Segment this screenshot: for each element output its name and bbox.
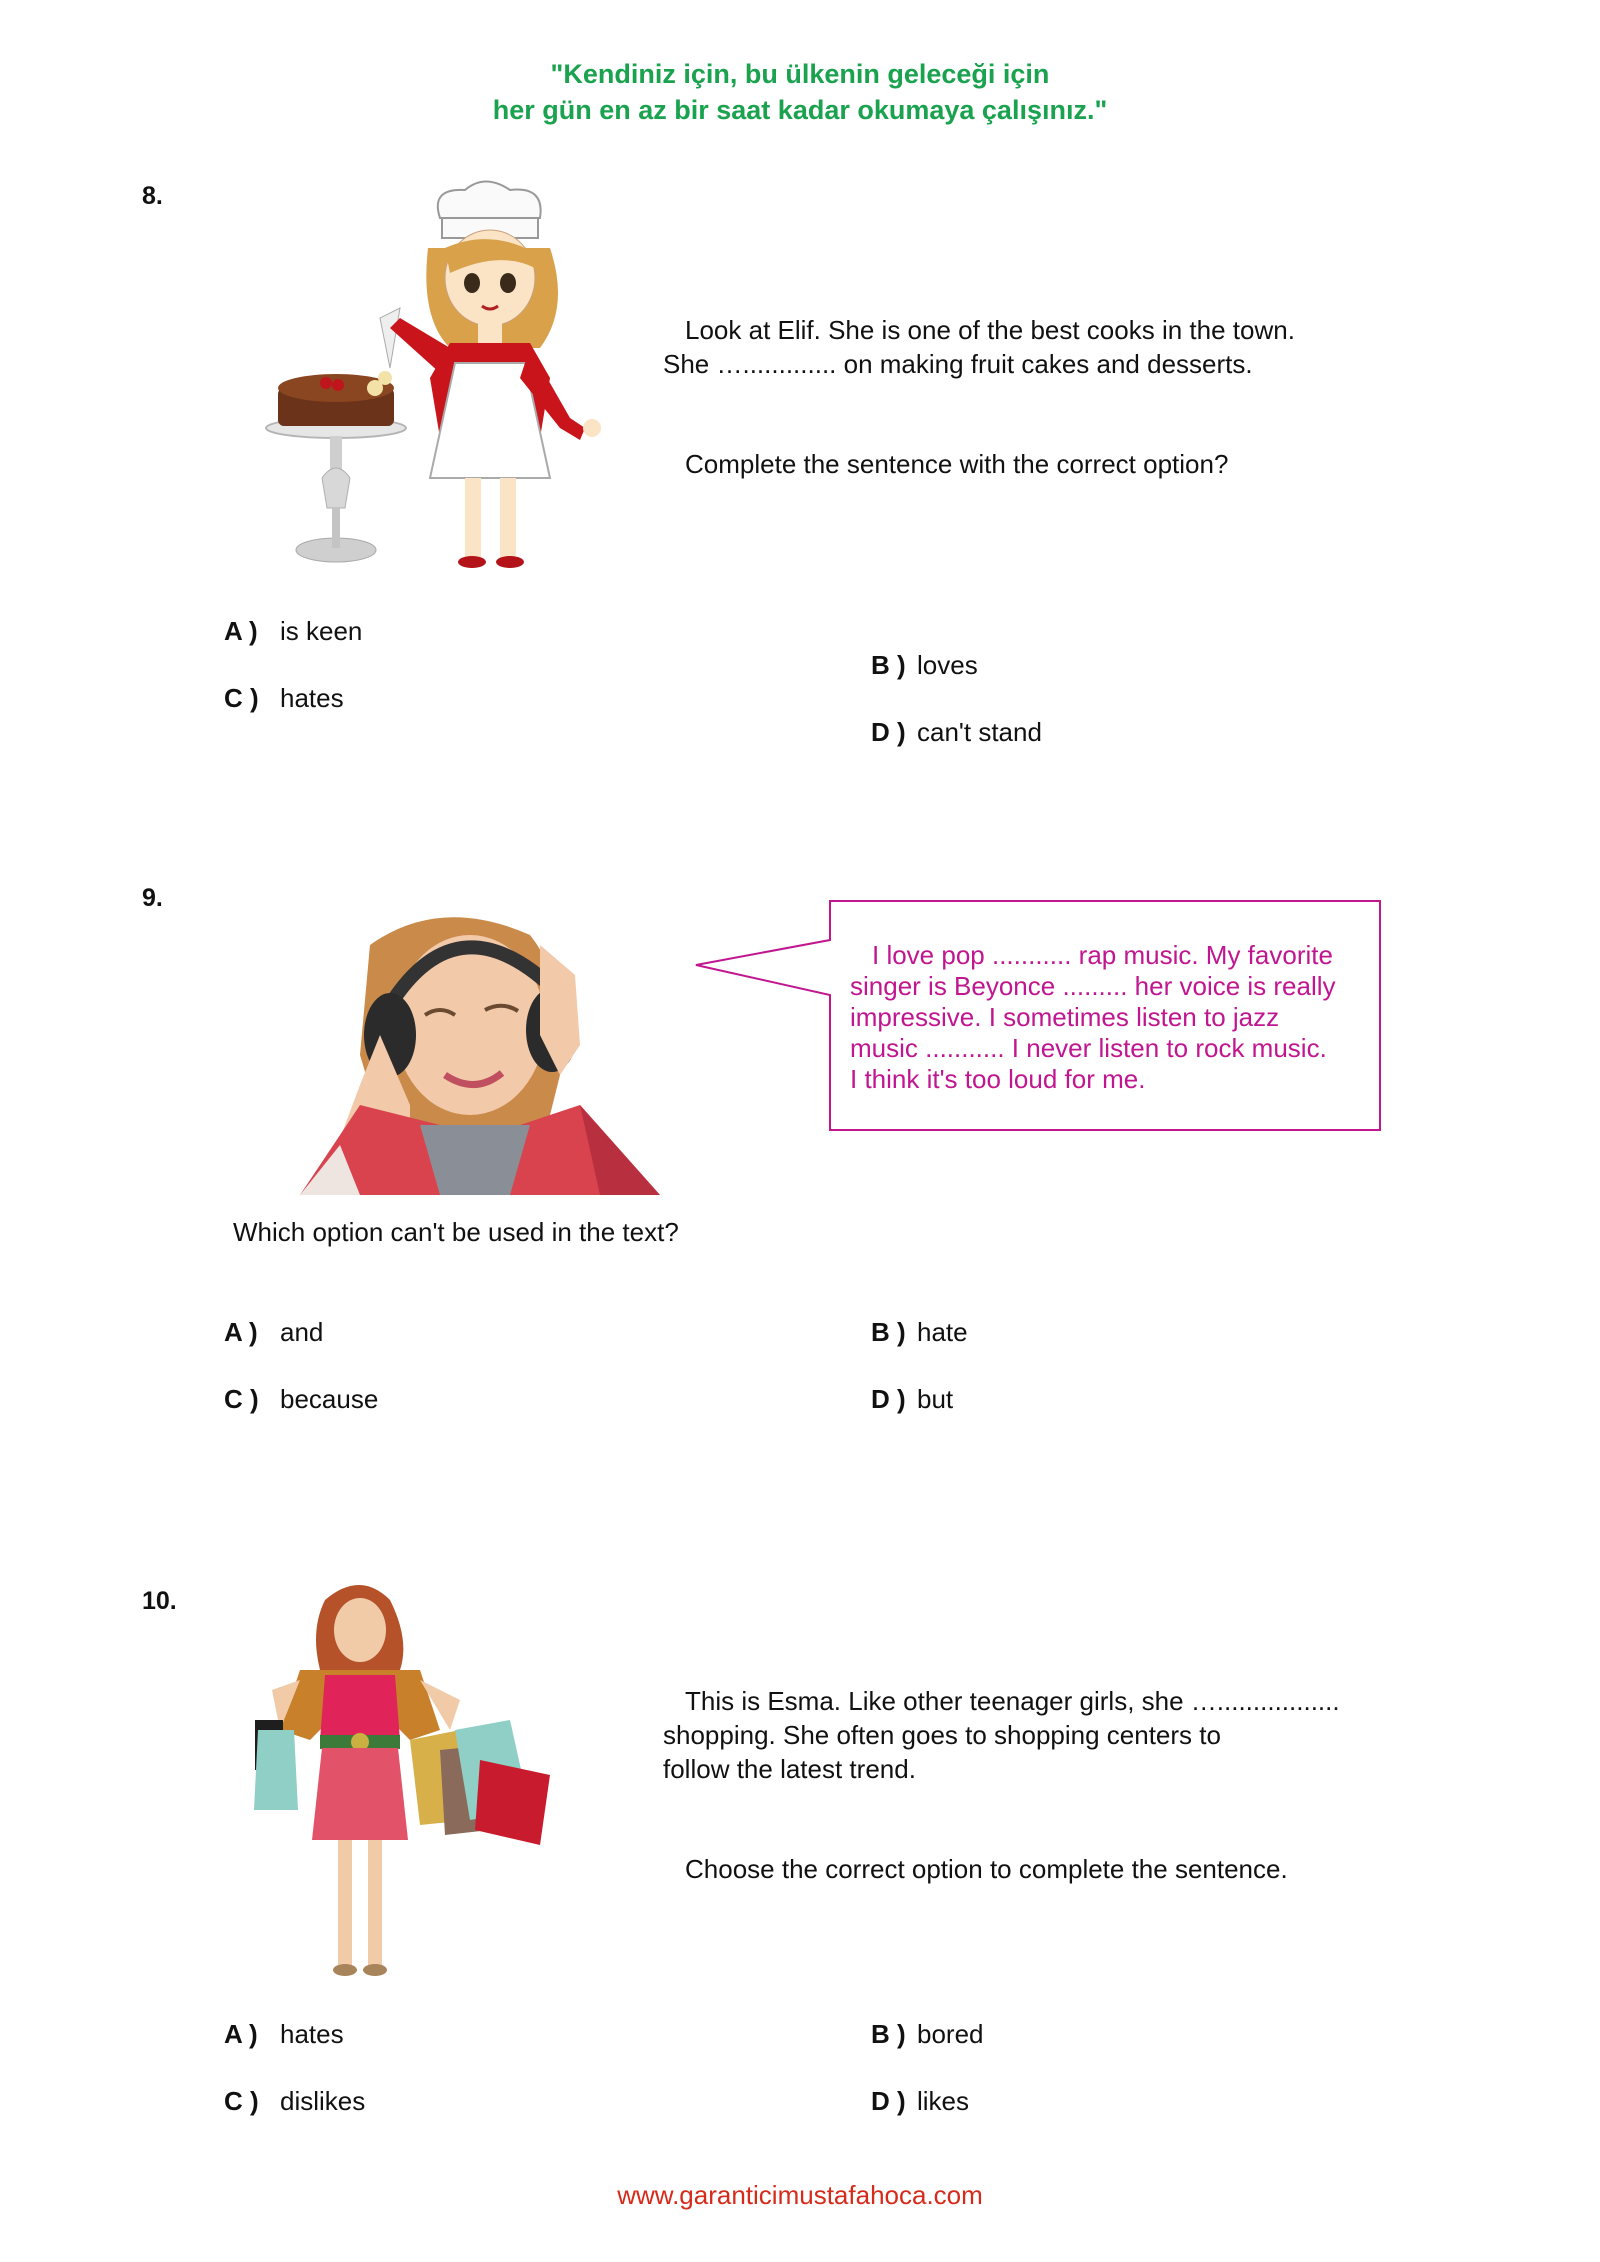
question-9-option-b[interactable] — [871, 1315, 968, 1349]
question-8-text — [663, 313, 1383, 381]
option-text: and — [280, 1317, 324, 1347]
bubble-line-2: singer is Beyonce ......... her voice is really — [850, 971, 1336, 1001]
question-10-prompt: Choose the correct option to complete the sentence. — [685, 1854, 1288, 1884]
option-text: loves — [917, 650, 978, 680]
question-9-option-c[interactable] — [224, 1382, 378, 1416]
question-9-prompt: Which option can't be used in the text? — [233, 1217, 679, 1247]
option-letter: D ) — [871, 2086, 906, 2116]
question-10-text — [663, 1684, 1383, 1786]
question-8-text-line-1: Look at Elif. She is one of the best cooks in the town. — [685, 315, 1295, 345]
question-8-prompt: Complete the sentence with the correct option? — [685, 449, 1229, 479]
option-letter: B ) — [871, 650, 906, 680]
question-10-option-c[interactable] — [224, 2084, 365, 2118]
option-letter: C ) — [224, 2086, 259, 2116]
header-line-2: her gün en az bir saat kadar okumaya çalışınız." — [492, 95, 1108, 125]
option-text: can't stand — [917, 717, 1042, 747]
option-letter: B ) — [871, 2019, 906, 2049]
option-text: bored — [917, 2019, 984, 2049]
shopping-girl-photo — [250, 1580, 580, 1990]
bubble-line-4: music ........... I never listen to rock music. — [850, 1033, 1327, 1063]
option-text: because — [280, 1384, 379, 1414]
bubble-line-3: impressive. I sometimes listen to jazz — [850, 1002, 1280, 1032]
option-text: but — [917, 1384, 954, 1414]
option-text: hates — [280, 2019, 344, 2049]
question-8-text-line-2: She …............. on making fruit cakes and desserts. — [663, 349, 1253, 379]
option-letter: A ) — [224, 1317, 258, 1347]
chef-girl-illustration — [250, 178, 650, 578]
option-text: dislikes — [280, 2086, 366, 2116]
question-8-option-c[interactable] — [224, 681, 344, 715]
question-10-option-a[interactable] — [224, 2017, 344, 2051]
option-text: hate — [917, 1317, 968, 1347]
question-8-option-b[interactable] — [871, 648, 978, 682]
question-8-option-a[interactable] — [224, 614, 362, 648]
question-9-option-a[interactable] — [224, 1315, 323, 1349]
option-text: is keen — [280, 616, 363, 646]
bubble-line-5: I think it's too loud for me. — [850, 1064, 1146, 1094]
option-letter: A ) — [224, 2019, 258, 2049]
option-letter: D ) — [871, 1384, 906, 1414]
bubble-line-1: I love pop ........... rap music. My favorite — [872, 940, 1333, 970]
speech-bubble-text — [850, 940, 1370, 1095]
option-letter: A ) — [224, 616, 258, 646]
question-9-number: 9. — [142, 884, 163, 912]
header-quote — [0, 56, 1600, 128]
question-10-number: 10. — [142, 1587, 177, 1615]
option-letter: B ) — [871, 1317, 906, 1347]
header-line-1: "Kendiniz için, bu ülkenin geleceği için — [550, 59, 1050, 89]
option-letter: C ) — [224, 1384, 259, 1414]
question-8-option-d[interactable] — [871, 715, 1042, 749]
question-10-text-line-3: follow the latest trend. — [663, 1754, 916, 1784]
question-8-number: 8. — [142, 182, 163, 210]
question-10-option-b[interactable] — [871, 2017, 984, 2051]
question-10-text-line-2: shopping. She often goes to shopping centers to — [663, 1720, 1221, 1750]
option-letter: C ) — [224, 683, 259, 713]
option-text: hates — [280, 683, 344, 713]
option-text: likes — [917, 2086, 970, 2116]
option-letter: D ) — [871, 717, 906, 747]
question-10-text-line-1: This is Esma. Like other teenager girls, she …................. — [685, 1686, 1340, 1716]
footer-website-link[interactable]: www.garanticimustafahoca.com — [617, 2180, 983, 2210]
question-10-option-d[interactable] — [871, 2084, 969, 2118]
question-9-option-d[interactable] — [871, 1382, 953, 1416]
